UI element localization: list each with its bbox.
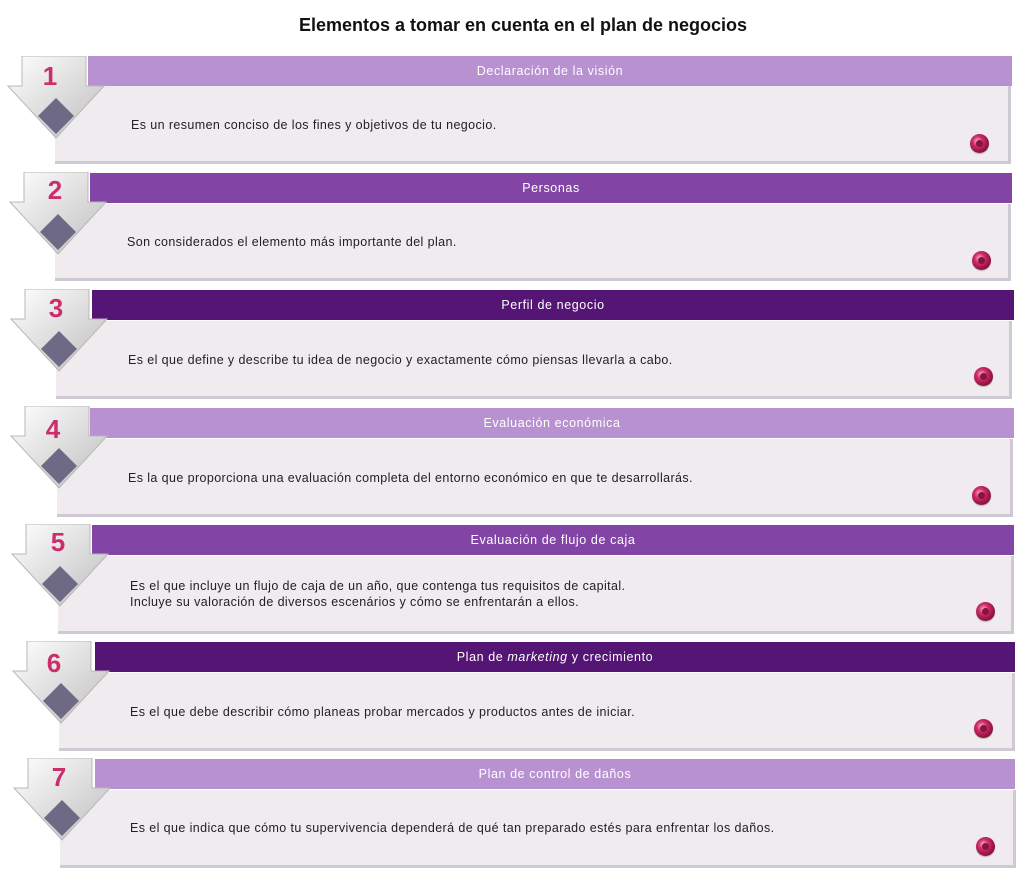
bullet-icon xyxy=(974,719,993,738)
step-heading: Plan de control de daños xyxy=(95,759,1015,789)
step-number: 5 xyxy=(50,527,66,557)
step-heading: Declaración de la visión xyxy=(88,56,1012,86)
step-description: Es la que proporciona una evaluación completa del entorno económico en que te desarrollarás. xyxy=(128,471,693,485)
step-heading: Plan de marketing y crecimiento xyxy=(95,642,1015,672)
step-number: 7 xyxy=(51,762,67,792)
bullet-icon xyxy=(974,367,993,386)
step-number: 3 xyxy=(48,293,64,323)
bullet-icon xyxy=(970,134,989,153)
step-heading: Evaluación de flujo de caja xyxy=(92,525,1014,555)
bullet-icon xyxy=(976,602,995,621)
bullet-icon xyxy=(972,486,991,505)
step-heading: Personas xyxy=(90,173,1012,203)
step-description: Es el que indica que cómo tu supervivencia dependerá de qué tan preparado estés para enfrentar los daños. xyxy=(130,821,775,835)
step-description: Es un resumen conciso de los fines y objetivos de tu negocio. xyxy=(131,118,497,132)
bullet-icon xyxy=(976,837,995,856)
step-description: Es el que define y describe tu idea de negocio y exactamente cómo piensas llevarla a cabo. xyxy=(128,353,673,367)
step-description: Es el que incluye un flujo de caja de un año, que contenga tus requisitos de capital. Incluye su valoración de diversos escenários y cómo se enfrentarán a ellos. xyxy=(130,579,626,609)
step-number: 6 xyxy=(46,648,62,678)
step-number: 4 xyxy=(45,414,61,444)
page-title: Elementos a tomar en cuenta en el plan de negocios xyxy=(298,15,748,35)
step-description: Son considerados el elemento más importante del plan. xyxy=(127,235,457,249)
step-heading: Perfil de negocio xyxy=(92,290,1014,320)
step-heading: Evaluación económica xyxy=(90,408,1014,438)
step-description: Es el que debe describir cómo planeas probar mercados y productos antes de iniciar. xyxy=(130,705,635,719)
step-number: 2 xyxy=(47,175,63,205)
bullet-icon xyxy=(972,251,991,270)
step-number: 1 xyxy=(42,61,58,91)
